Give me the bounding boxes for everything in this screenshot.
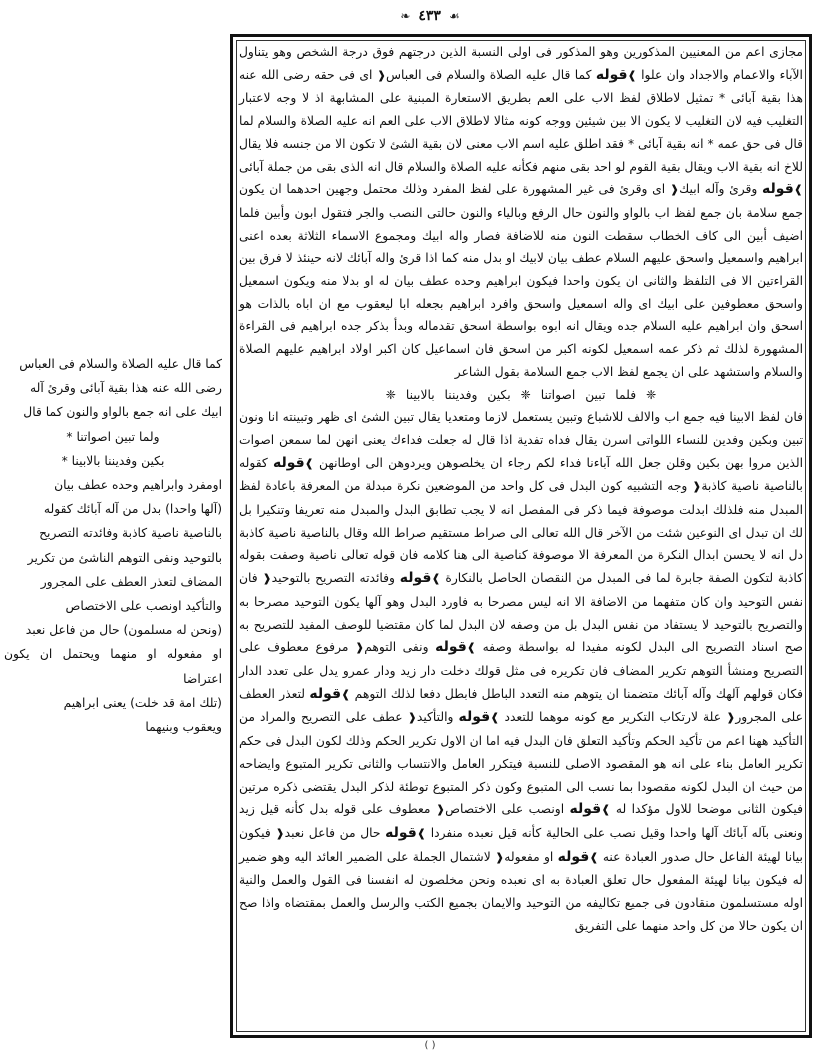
text-span: اونصب xyxy=(528,802,565,817)
star-ornament-icon: ❈ xyxy=(646,387,657,402)
margin-gloss xyxy=(4,352,222,739)
star-ornament-icon: ❈ xyxy=(385,387,396,402)
bracket-ornament-icon: ❰ xyxy=(726,711,736,725)
text-span: جمع لفظ اب بالواو والنون حال الرفع وبالياء والنون حالتى النصب والجر فتقول ابون وأبين فلما اضيف أبين الى كاف xyxy=(239,205,804,243)
text-span: الدار فكان قولهم آلهك وآله آبائك متضمنا ان يتوهم منه التعدد الباطل فابطل دفعا لذلك التوهم xyxy=(239,663,803,701)
text-span: مجازى اعم من المعنيين المذكورين وهو المذكور فى اولى النسبة الذين درجتهم فوق درجة الشخص وهو يتناول xyxy=(239,45,803,59)
gloss-line: بالتوحيد ونفى التوهم الناشئ من تكرير xyxy=(27,550,222,565)
text-span: علة لارتكاب التكرير مع كونه موهما للتعدد xyxy=(504,710,722,725)
text-span: ابدال النكرة من المعرفة الا موصوفة كناصية الى هنا كلامه فان قوله تعالى ناصية وصفت بقوله كاذبة لتكون xyxy=(239,548,803,586)
footer-signature-mark: ( ) xyxy=(424,1040,436,1051)
gloss-line: كما قال عليه الصلاة والسلام فى العباس xyxy=(19,357,222,371)
text-span: العطف على المجرور xyxy=(239,686,803,725)
text-span: هذا بقية آبائى * تمثيل لاطلاق لفظ الاب على العم بطريق الاستعارة المبنية على المشابهة اذ لا وجه لاعتبار التغليب xyxy=(239,91,803,129)
text-span: الخطاب سقطت النون منه للاضافة فصار واله ابيك ومجموع الاسماء الثلاثة بعده اعنى ابراهيم واسمعيل واسحق xyxy=(239,228,804,266)
bracket-ornament-icon: ❰ xyxy=(495,850,505,864)
text-span: اى وقرئ فى غير المشهورة على لفظ المفرد وذلك محتمل وجهين احدهما ان يكون جمع سلامة بان xyxy=(239,182,803,220)
text-span: عليهم السلام عطف بيان لابيك او بدل منه كما اذا قرئ واله آبائك لانه حينئذ لا فرق بين القراءتين الا فى التلفظ xyxy=(239,251,803,289)
text-span: ونفى التوهم xyxy=(364,640,429,655)
gloss-line: (تلك امة قد خلت) يعنى ابراهيم xyxy=(63,695,222,710)
text-span: وقرئ xyxy=(729,182,758,197)
text-span: كقوله بالناصية xyxy=(239,455,803,494)
text-span: النوعين شئت من الآخر قال الله تعالى الى صراط مستقيم صراط الله وقال بالناصية ناصية كاذبة دل انه لا يحسن xyxy=(239,525,803,563)
keyword-qawluhu: قوله xyxy=(595,66,628,83)
bracket-ornament-icon: ❱ xyxy=(793,183,803,197)
text-span: الصفة جابرة لما فى المبدل من النقصان الحاصل بالنكارة xyxy=(445,571,739,586)
keyword-qawluhu: قوله xyxy=(557,848,590,865)
bracket-ornament-icon: ❱ xyxy=(341,687,351,701)
bracket-ornament-icon: ❰ xyxy=(435,803,446,817)
text-span: فلذلك ابدلت موصوفة فيما ذكر فى المفصل انه لا يجب تطابق البدل والمبدل منه تعريفا وتنكيرا بل لك ان تبدل اى xyxy=(239,503,803,540)
keyword-qawluhu: قوله xyxy=(272,454,305,471)
text-span: ناصية كاذبة xyxy=(701,479,760,494)
text-span: والتأكيد xyxy=(416,710,454,725)
text-span: به صح اسناد التصريح الى البدل لكونه مفيدا له بواسطة وصفه xyxy=(239,617,803,655)
gloss-line: (ونحن له مسلمون) حال من فاعل نعبد xyxy=(25,623,222,638)
bracket-ornament-icon: ❱ xyxy=(589,850,599,864)
text-span: جده ويقال انه ابوه بواسطة اسحق تقدماله وبدأ بذكر جده ابراهيم فى القراءة المشهورة لذلك ثم ذكر عمه اسمعيل xyxy=(239,319,803,357)
text-span: الآباء والاعمام والاجداد وان علوا xyxy=(641,67,803,82)
poetry-verse xyxy=(239,384,803,407)
gloss-line: اومفرد وابراهيم وحده عطف بيان xyxy=(54,478,222,493)
bracket-ornament-icon: ❱ xyxy=(416,826,427,840)
text-span: وفائدته التصريح بالتوحيد xyxy=(271,571,395,586)
bracket-ornament-icon: ❱ xyxy=(490,711,500,725)
bracket-ornament-icon: ❰ xyxy=(376,68,387,82)
text-span: لكونه اكبر من اسحق فان اسماعيل كان اكبر اولاد ابراهيم عليهم الصلاة والسلام واستشهد على ان يجمع لفظ الاب xyxy=(239,342,803,379)
gloss-verse-line: ولما تبين اصواتنا * xyxy=(66,429,160,444)
gloss-line: ويعقوب وبنيهما xyxy=(145,720,222,735)
bracket-ornament-icon: ❰ xyxy=(262,572,272,586)
gloss-line: (آلها واحدا) بدل من آله آبائك كقوله xyxy=(43,502,222,517)
text-span: وآله ابيك xyxy=(679,182,725,197)
bracket-ornament-icon: ❰ xyxy=(275,826,285,840)
keyword-qawluhu: قوله xyxy=(399,570,432,587)
bracket-ornament-icon: ❱ xyxy=(431,572,441,586)
bracket-ornament-icon: ❰ xyxy=(407,711,417,725)
text-line xyxy=(239,41,803,384)
text-span: فان نفس xyxy=(239,571,803,609)
text-span: تبين وبكين وفدين للنساء اللواتى اسرن يقال فداه تفدية اذا قال له جعلت فداءك يعنى انهن لما سمعن اصوات الذين xyxy=(239,432,803,470)
gloss-line: والتأكيد اونصب على الاختصاص xyxy=(65,599,222,614)
keyword-qawluhu: قوله xyxy=(385,824,417,841)
keyword-qawluhu: قوله xyxy=(569,801,602,818)
main-commentary xyxy=(239,41,803,1031)
gloss-line: المضاف لتعذر العطف على المجرور xyxy=(40,574,222,589)
text-span: عطف على xyxy=(345,710,403,725)
ornament-icon: ❧ xyxy=(400,9,411,23)
text-span: الاب ويقال بقية القوم لو احد بقى منهم فكأنه عليه الصلاة والسلام قال انه الذى بقى من جملة آبائى xyxy=(239,159,739,174)
text-line xyxy=(239,406,803,937)
text-span: فيكون بيانا لهيئة الفاعل حال صدور العبادة xyxy=(239,825,803,864)
gloss-line: او مفعوله او منهما ويحتمل ان يكون اعتراضا xyxy=(4,647,222,686)
text-span: جمع السلامة بقول الشاعر xyxy=(454,364,588,379)
page-header xyxy=(300,6,560,26)
text-span: العبادة به اى نعبده ونحن مخلصون له انفسنا فى القول والعمل والنية اوله مستسلمون منقادون فى جميع تكاليفه xyxy=(239,873,803,911)
text-span: او مفعوله xyxy=(504,849,554,864)
text-span: والثانى ان يكون واحدا فيكون ابراهيم وحده عطف بيان له او بدلا منه ويكون اسمعيل واسحق معطوفين على xyxy=(239,274,803,311)
verse-hemistich: بكين وفديننا بالابينا xyxy=(405,387,511,402)
gloss-line: رضى الله عنه هذا بقية آبائى وقرئ آله xyxy=(29,381,222,396)
text-span: فان لفظ الابينا فيه جمع اب والالف للاشباع وتبين يستعمل لازما ومتعديا يقال تبين الشئ اى ظهر وتبينته انا ونون xyxy=(239,410,803,425)
text-span: معطوف على قوله بدل كأنه قيل زيد ونعنى بآله آبائك آلها واحدا وقيل نصب على xyxy=(239,802,803,840)
keyword-qawluhu: قوله xyxy=(762,181,794,198)
bracket-ornament-icon: ❱ xyxy=(466,641,476,655)
text-span: على التصريح ومنشأ التوهم تكرير المضاف فان تكريره فى مثل قولك دخلت دار زيد ودار عمرو يدل على تعدد xyxy=(239,640,803,678)
text-span: عنه xyxy=(602,849,621,864)
bracket-ornament-icon: ❱ xyxy=(601,803,611,817)
bracket-ornament-icon: ❰ xyxy=(692,480,702,494)
text-span: لتعذر xyxy=(279,686,306,701)
text-span: وجه التشبيه كون البدل فى كل واحد من الموضعين نكرة مبدلة من المعرفة باعادة لفظ المبدل منه xyxy=(239,479,803,518)
text-span: مروا بهن بكين وقلن جعل الله آباءنا فداء لكم رجاء ان يخلصوهن ويردوهن الى اوطانهن xyxy=(319,455,772,470)
text-span: التوحيد وان كان متفهما من الاضافة الا انه ليس مصرحا به فاورد البدل وهو آلها يكون التوحيد مصرحا به xyxy=(239,594,773,609)
gloss-verse-line: بكين وفديننا بالابينا * xyxy=(61,453,165,468)
text-span: كما قال عليه الصلاة والسلام فى العباس xyxy=(386,67,592,82)
bracket-ornament-icon: ❰ xyxy=(355,641,365,655)
text-span: من التوحيد والايمان بجميع الكتب والرسل والعمل بمقتضاه واذا صح ان يكون حالا من كل واحد منهما على التفريق xyxy=(239,896,803,933)
bracket-ornament-icon: ❱ xyxy=(627,68,637,82)
verse-hemistich: فلما تبين اصواتنا xyxy=(540,387,637,402)
text-span: حال من فاعل نعبد xyxy=(284,825,381,840)
ornament-icon: ☙ xyxy=(448,9,460,23)
text-span: لاشتمال الجملة على الضمير العائد اليه وهو ضمير له فيكون بيانا لهيئة المفعول حال تعلق xyxy=(239,849,803,888)
text-span: التصريح والمراد من التأكيد ههنا اعم من تأكيد الحكم وتأكيد التعلق فان البدل فيه اما ان الاول تكرير xyxy=(239,710,803,749)
gloss-line: بالناصية ناصية كاذبة وفائدته التصريح xyxy=(39,526,222,541)
keyword-qawluhu: قوله xyxy=(435,639,467,656)
keyword-qawluhu: قوله xyxy=(309,685,342,702)
main-text-frame xyxy=(230,34,812,1038)
text-span: الحكم وذلك لكون البدل فى حكم تكرير العامل بناء على انه هو المقصود الاصلى للنسبة فيتكرر العامل xyxy=(239,734,803,771)
text-span: مرفوع معطوف xyxy=(267,640,349,655)
text-span: اى فى حقه رضى الله عنه xyxy=(239,67,373,82)
page-number: ٤٣٣ xyxy=(418,8,441,24)
text-span: والانتساب والثانى تكرير المتبوع وايضاحه من حيث ان البدل لكونه مقصودا بما نسب الى المتبوع وكون ذكر xyxy=(239,756,803,794)
text-span: ابيك اى واله اسمعيل واسحق وافرد ابراهيم بجعله ابا ليعقوب مع ان اباه بالذات هو اسحق وان ابراهيم عليه السلام xyxy=(239,296,803,334)
text-span: على الاختصاص xyxy=(445,802,524,817)
star-ornament-icon: ❈ xyxy=(520,387,531,402)
text-span: فى حق عمه * انه بقية آبائى * فقد اطلق عليه اسم الاب معنى لان بقية الشئ لا تكون الا من جنسه فلا يقال للاخ انه بقية xyxy=(239,136,804,174)
gloss-line: ابيك على انه جمع بالواو والنون كما قال xyxy=(23,405,222,420)
bracket-ornament-icon: ❰ xyxy=(669,183,680,197)
text-span: فيه لان التغليب لا يكون الا بين شيئين ووجه كونه مثالا لاطلاق الاب على العم انه عليه الصلاة والسلام لما قال xyxy=(239,114,803,151)
text-span: الحالية كأنه قيل نعبده منفردا xyxy=(430,825,579,840)
bracket-ornament-icon: ❱ xyxy=(304,456,314,470)
text-span: المتبوع توطئة لذكر البدل يقتضى ذكره مرتين فيكون الثانى موضحا للاول مؤكدا له xyxy=(239,779,803,817)
text-span: والتصريح بالتوحيد لا يستفاد من نفس البدل بل من وصفه لان البدل لما كان مقتضيا للوصف المفيد للتصريح xyxy=(253,617,803,632)
keyword-qawluhu: قوله xyxy=(458,709,491,726)
